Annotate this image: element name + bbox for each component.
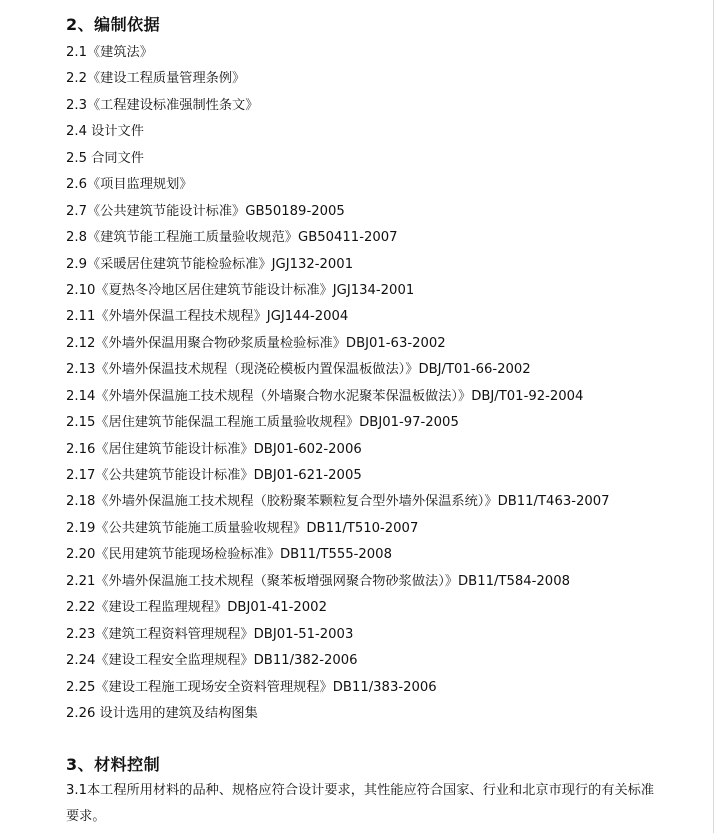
list-item: 2.25《建设工程施工现场安全资料管理规程》DB11/383-2006 [66,679,437,695]
list-item: 2.2《建设工程质量管理条例》 [66,71,246,87]
section-3-paragraph: 3.1本工程所用材料的品种、规格应符合设计要求，其性能应符合国家、行业和北京市现行的有关标准要求。 [66,783,655,824]
list-item: 2.12《外墙外保温用聚合物砂浆质量检验标准》DBJ01-63-2002 [66,335,446,351]
list-item: 2.22《建设工程监理规程》DBJ01-41-2002 [66,600,327,616]
list-item: 2.9《采暖居住建筑节能检验标准》JGJ132-2001 [66,256,354,272]
list-item: 2.18《外墙外保温施工技术规程（胶粉聚苯颗粒复合型外墙外保温系统）》DB11/T463-2007 [66,494,610,510]
list-item: 2.6《项目监理规划》 [66,177,193,193]
list-item: 2.11《外墙外保温工程技术规程》JGJ144-2004 [66,309,349,325]
list-item: 2.7《公共建筑节能设计标准》GB50189-2005 [66,203,345,219]
section-2-heading: 2、编制依据 [66,15,161,34]
list-item: 2.23《建筑工程资料管理规程》DBJ01-51-2003 [66,626,354,642]
list-item: 2.1《建筑法》 [66,45,153,60]
list-item: 2.4 设计文件 [66,124,144,140]
list-item: 2.16《居住建筑节能设计标准》DBJ01-602-2006 [66,441,362,457]
list-item: 2.14《外墙外保温施工技术规程（外墙聚合物水泥聚苯保温板做法）》DBJ/T01-92-2004 [66,388,584,404]
list-item: 2.17《公共建筑节能设计标准》DBJ01-621-2005 [66,468,362,483]
list-item: 2.21《外墙外保温施工技术规程（聚苯板增强网聚合物砂浆做法）》DB11/T584-2008 [66,573,570,589]
section-3-heading: 3、材料控制 [66,755,161,774]
list-item: 2.8《建筑节能工程施工质量验收规范》GB50411-2007 [66,230,398,246]
list-item: 2.20《民用建筑节能现场检验标准》DB11/T555-2008 [66,547,392,563]
list-item: 2.15《居住建筑节能保温工程施工质量验收规程》DBJ01-97-2005 [66,415,459,431]
list-item: 2.13《外墙外保温技术规程（现浇砼模板内置保温板做法）》DBJ/T01-66-2002 [66,362,531,378]
list-item: 2.10《夏热冬冷地区居住建筑节能设计标准》JGJ134-2001 [66,282,415,298]
list-item: 2.24《建设工程安全监理规程》DB11/382-2006 [66,653,358,669]
list-item: 2.3《工程建设标准强制性条文》 [66,97,259,113]
reference-list [66,40,610,727]
list-item: 2.5 合同文件 [66,150,144,166]
list-item: 2.26 设计选用的建筑及结构图集 [66,705,258,721]
list-item: 2.19《公共建筑节能施工质量验收规程》DB11/T510-2007 [66,520,419,536]
